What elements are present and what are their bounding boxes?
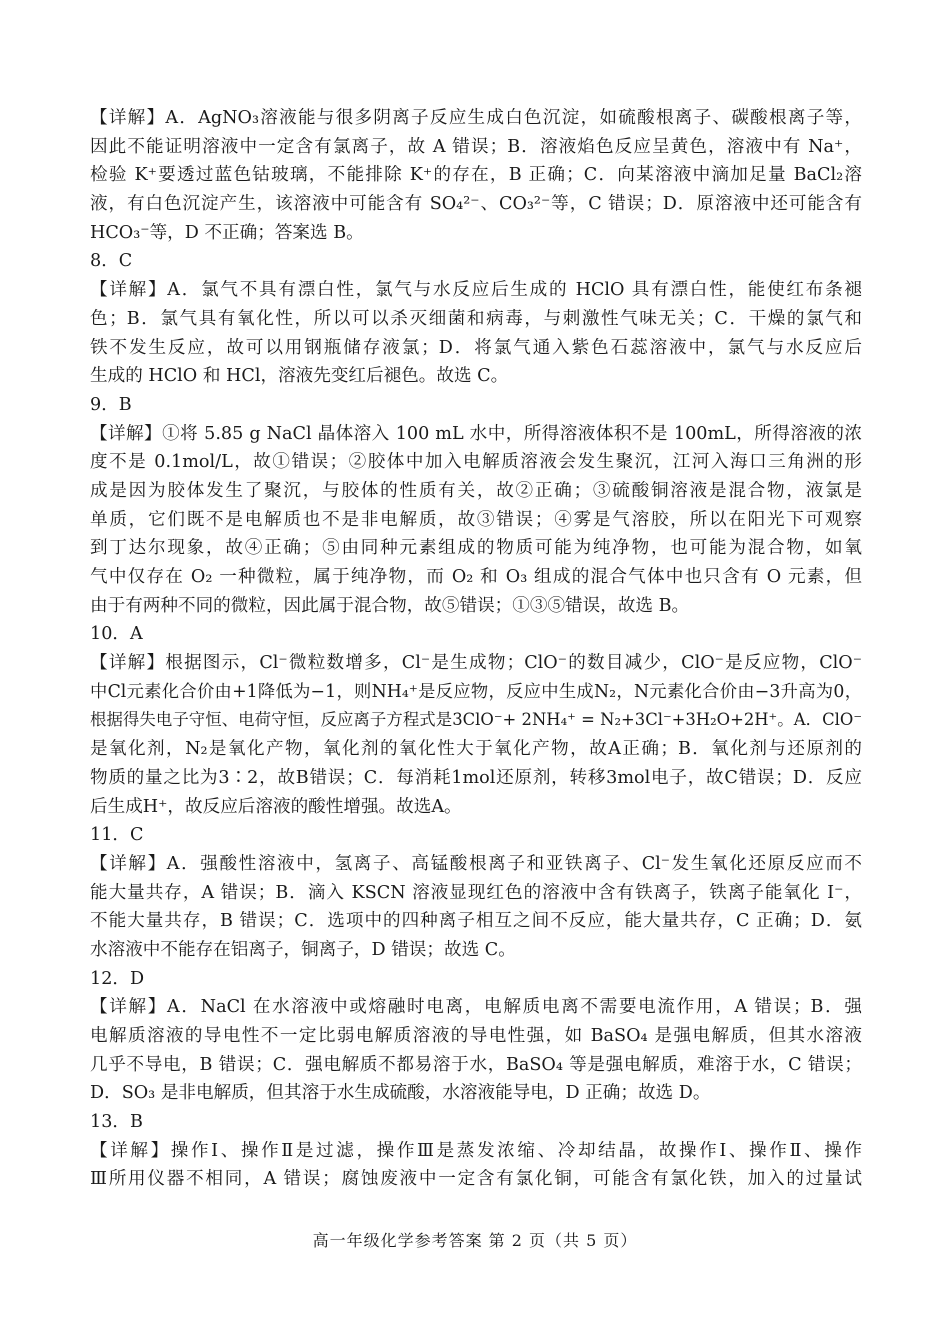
text-line: 单质，它们既不是电解质也不是非电解质，故③错误；④雾是气溶胶，所以在阳光下可观察 xyxy=(90,509,862,530)
text-line: 物质的量之比为3∶2，故B错误；C．每消耗1mol还原剂，转移3mol电子，故C错误；D．反应 xyxy=(90,767,862,788)
text-line: 液，有白色沉淀产生，该溶液中可能含有 SO₄²⁻、CO₃²⁻等，C 错误；D．原溶液中还可能含有 xyxy=(90,194,862,215)
question-answer-key: 8．C xyxy=(90,251,133,272)
text-line: 到丁达尔现象，故④正确；⑤由同种元素组成的物质可能为纯净物，也可能为混合物，如氧 xyxy=(90,538,862,559)
text-line: 【详解】A．氯气不具有漂白性，氯气与水反应后生成的 HClO 具有漂白性，能使红布条褪 xyxy=(90,280,862,301)
text-line: D．SO₃ 是非电解质，但其溶于水生成硫酸，水溶液能导电，D 正确；故选 D。 xyxy=(90,1083,711,1104)
text-line: 【详解】操作Ⅰ、操作Ⅱ是过滤，操作Ⅲ是蒸发浓缩、冷却结晶，故操作Ⅰ、操作Ⅱ、操作 xyxy=(90,1140,862,1161)
question-answer-key: 11．C xyxy=(90,825,144,846)
text-line: 能大量共存，A 错误；B．滴入 KSCN 溶液显现红色的溶液中含有铁离子，铁离子能氧化 I⁻， xyxy=(90,882,862,903)
answer-text-body xyxy=(90,104,862,1194)
text-line: Ⅲ所用仪器不相同，A 错误；腐蚀废液中一定含有氯化铜，可能含有氯化铁，加入的过量试 xyxy=(90,1169,862,1190)
text-line: 根据得失电子守恒、电荷守恒，反应离子方程式是3ClO⁻+ 2NH₄⁺ = N₂+3Cl⁻+3H₂O+2H⁺。A．ClO⁻ xyxy=(90,710,862,730)
text-line: 电解质溶液的导电性不一定比弱电解质溶液的导电性强，如 BaSO₄ 是强电解质，但其水溶液 xyxy=(90,1026,862,1046)
text-line: 后生成H⁺，故反应后溶液的酸性增强。故选A。 xyxy=(90,796,462,817)
text-line: 度不是 0.1mol/L，故①错误；②胶体中加入电解质溶液会发生聚沉，江河入海口三角洲的形 xyxy=(90,452,862,473)
text-line: 色；B．氯气具有氧化性，所以可以杀灭细菌和病毒，与刺激性气味无关；C．干燥的氯气和 xyxy=(90,308,862,329)
text-line: 水溶液中不能存在铝离子，铜离子，D 错误；故选 C。 xyxy=(90,939,516,960)
question-answer-key: 12．D xyxy=(90,968,145,989)
text-line: 是氧化剂，N₂是氧化产物，氧化剂的氧化性大于氧化产物，故A正确；B．氧化剂与还原剂的 xyxy=(90,739,862,760)
text-line: 不能大量共存，B 错误；C．选项中的四种离子相互之间不反应，能大量共存，C 正确；D．氨 xyxy=(90,911,862,932)
text-line: 检验 K⁺要透过蓝色钴玻璃，不能排除 K⁺的存在，B 正确；C．向某溶液中滴加足量 BaCl₂溶 xyxy=(90,165,862,186)
question-answer-key: 9．B xyxy=(90,394,132,415)
text-line: 气中仅存在 O₂ 一种微粒，属于纯净物，而 O₂ 和 O₃ 组成的混合气体中也只含有 O 元素，但 xyxy=(90,567,862,587)
question-answer-key: 10．A xyxy=(90,624,143,645)
text-line: 【详解】①将 5.85 g NaCl 晶体溶入 100 mL 水中，所得溶液体积不是 100mL，所得溶液的浓 xyxy=(90,423,862,444)
text-line: 【详解】A．NaCl 在水溶液中或熔融时电离，电解质电离不需要电流作用，A 错误；B．强 xyxy=(90,997,862,1018)
question-answer-key: 13．B xyxy=(90,1112,143,1133)
text-line: 几乎不导电，B 错误；C．强电解质不都易溶于水，BaSO₄ 等是强电解质，难溶于水，C 错误； xyxy=(90,1054,862,1075)
text-line: 中Cl元素化合价由+1降低为−1，则NH₄⁺是反应物，反应中生成N₂，N元素化合价由−3升高为0， xyxy=(90,681,862,702)
text-line: HCO₃⁻等，D 不正确；答案选 B。 xyxy=(90,222,364,243)
text-line: 铁不发生反应，故可以用钢瓶储存液氯；D．将氯气通入紫色石蕊溶液中，氯气与水反应后 xyxy=(90,337,862,358)
text-line: 生成的 HClO 和 HCl，溶液先变红后褪色。故选 C。 xyxy=(90,366,509,387)
text-line: 【详解】根据图示，Cl⁻微粒数增多，Cl⁻是生成物；ClO⁻的数目减少，ClO⁻是反应物，ClO⁻ xyxy=(90,653,862,674)
text-line: 由于有两种不同的微粒，因此属于混合物，故⑤错误；①③⑤错误，故选 B。 xyxy=(90,595,690,616)
text-line: 【详解】A．强酸性溶液中，氢离子、高锰酸根离子和亚铁离子、Cl⁻发生氧化还原反应而不 xyxy=(90,853,862,874)
text-line: 因此不能证明溶液中一定含有氯离子，故 A 错误；B．溶液焰色反应呈黄色，溶液中有 Na⁺， xyxy=(90,136,862,157)
page-footer: 高一年级化学参考答案 第 2 页（共 5 页） xyxy=(312,1231,638,1250)
text-line: 【详解】A．AgNO₃溶液能与很多阴离子反应生成白色沉淀，如硫酸根离子、碳酸根离子等， xyxy=(90,108,862,128)
text-line: 成是因为胶体发生了聚沉，与胶体的性质有关，故②正确；③硫酸铜溶液是混合物，液氯是 xyxy=(90,480,862,501)
